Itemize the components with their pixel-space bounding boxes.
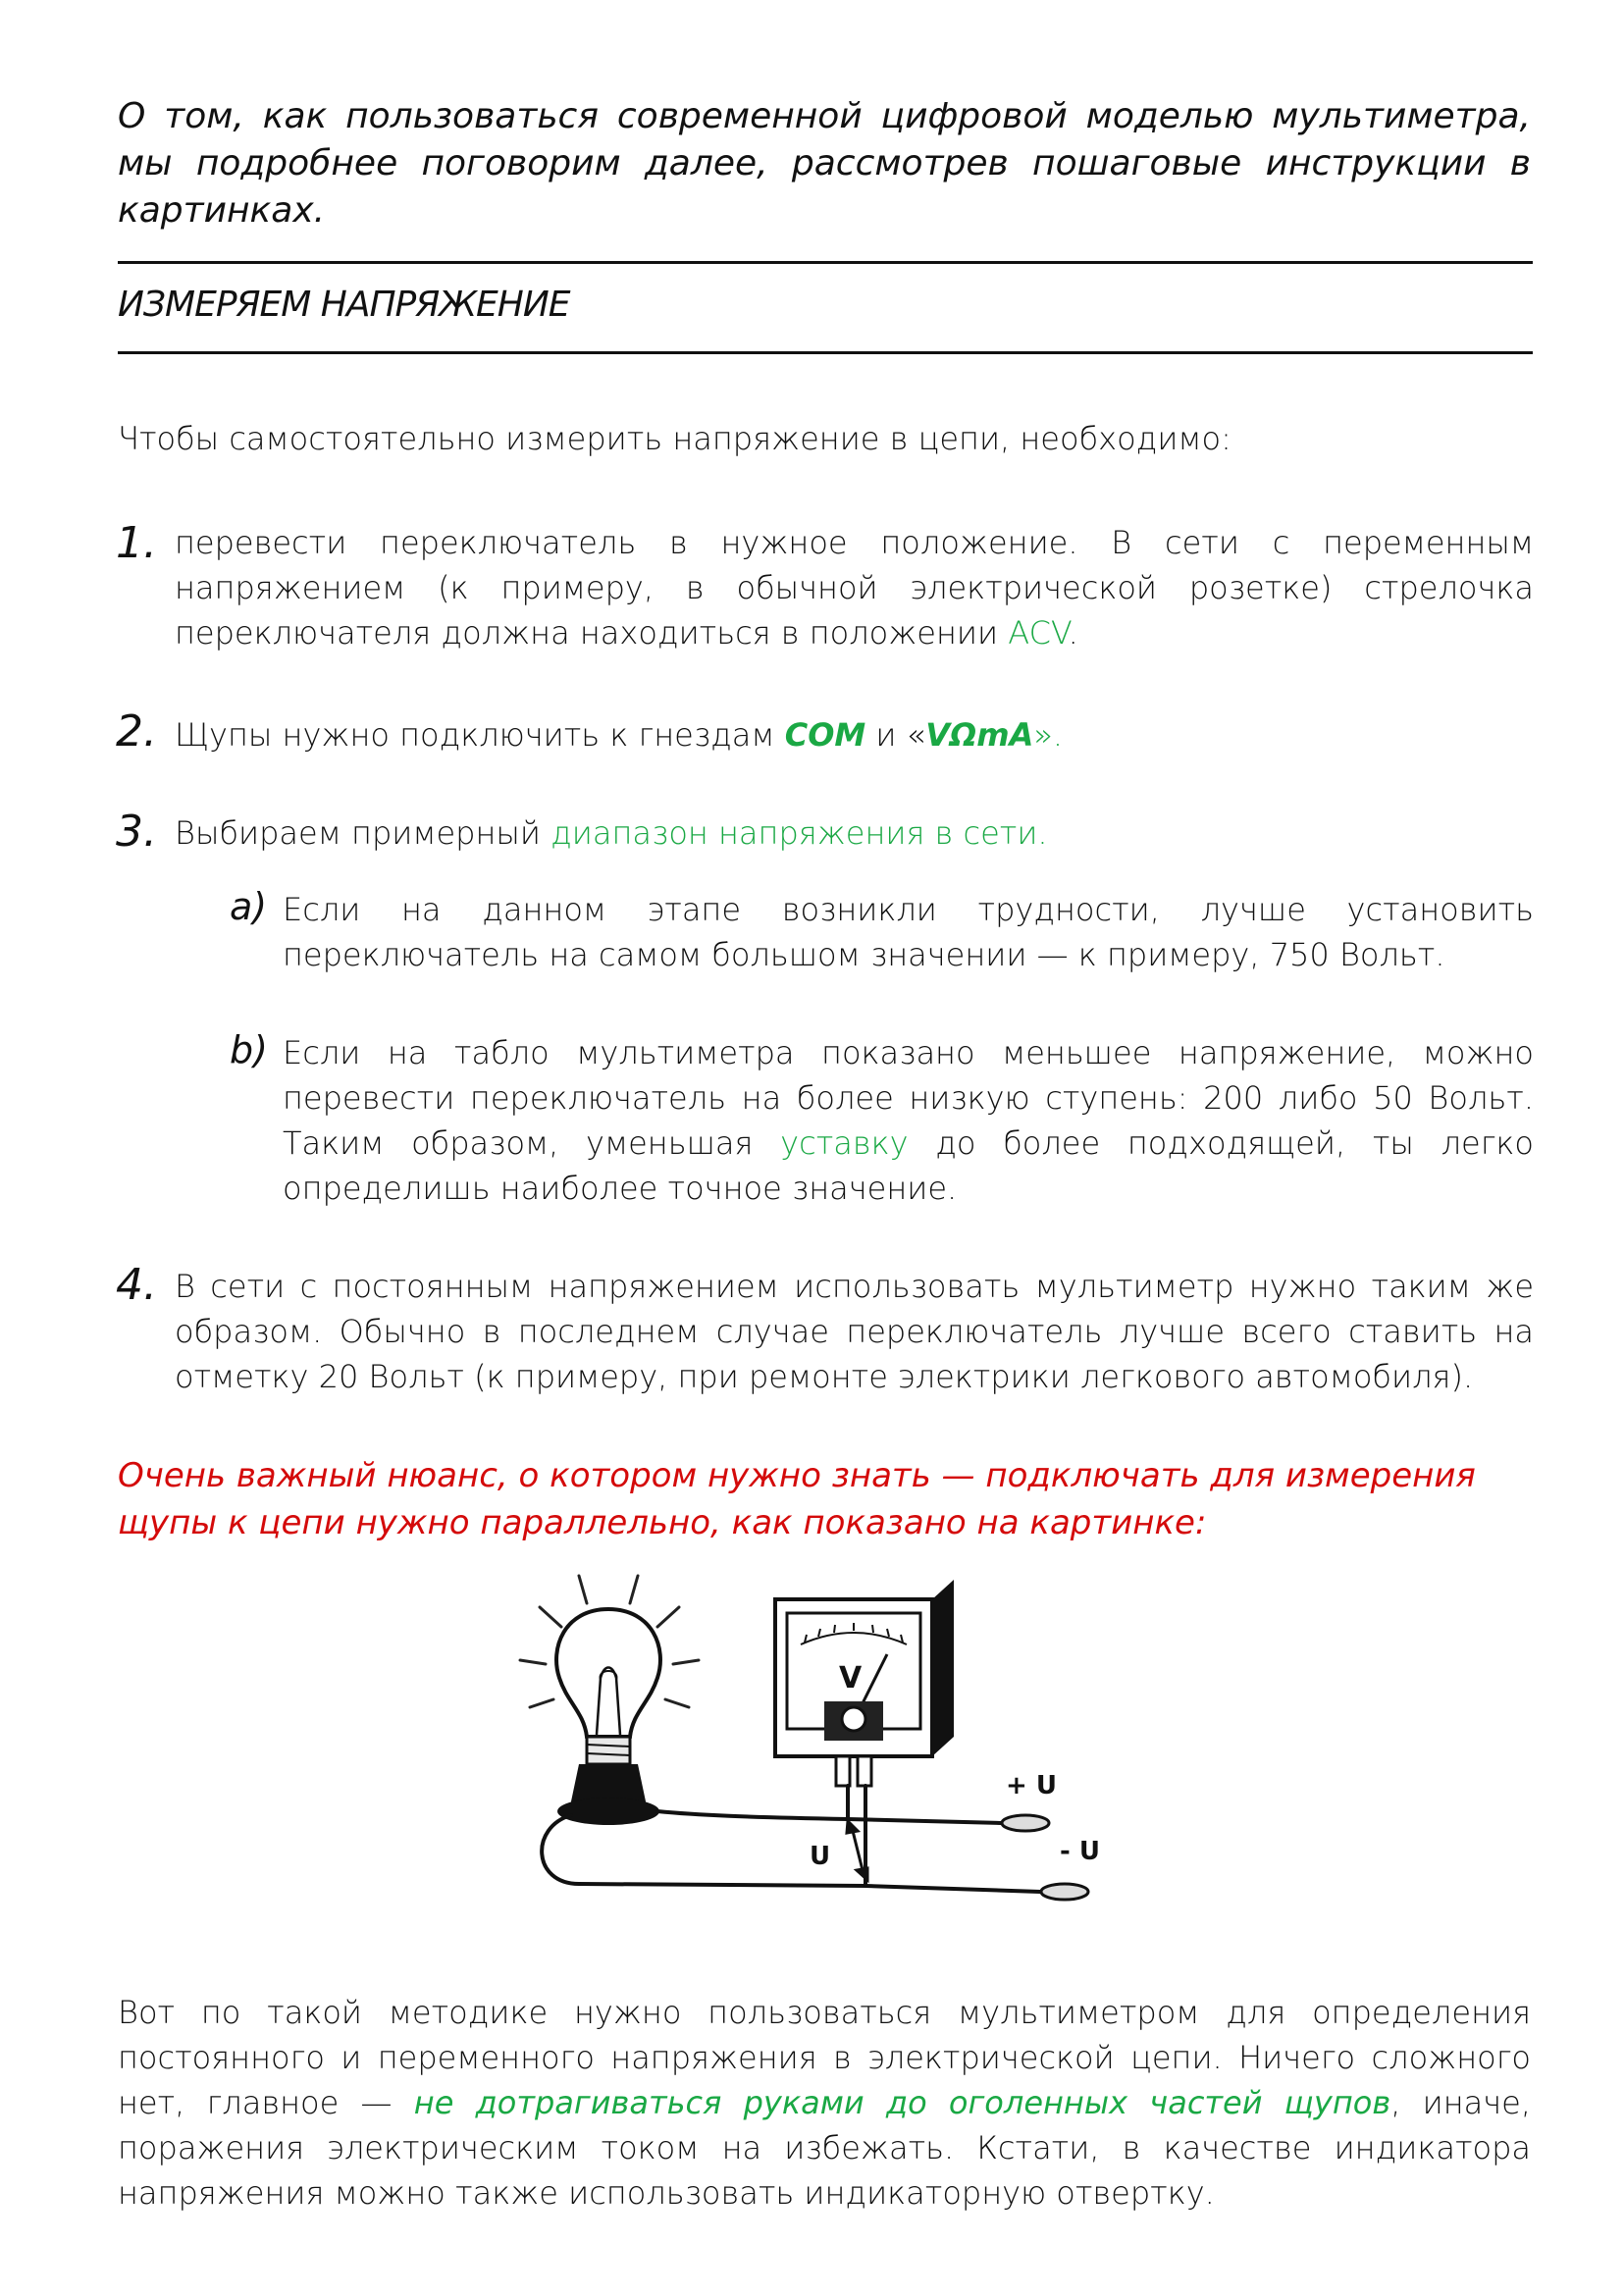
section-rule-bottom [118,351,1533,354]
acv-link[interactable]: ACV [1008,614,1069,652]
outro-tail: , иначе, поражения электрическим током на избежать. Кстати, в качестве индикатора напряжения можно также использовать индикаторную отвертку. [118,2084,1532,2212]
step-number: 2. [116,706,157,756]
substep-b-text [283,1030,1534,1211]
step-1-body: перевести переключатель в нужное положение. В сети с переменным напряжением (к примеру, в обычной электрической розетке) стрелочка переключателя должна находиться в положении [175,524,1534,652]
light-bulb [556,1609,660,1825]
minus-probe [1041,1884,1088,1900]
step-3-body: Выбираем примерный [175,814,551,852]
intro-paragraph: О том, как пользоваться современной цифровой моделью мультиметра, мы подробнее поговорим далее, рассмотрев пошаговые инструкции в картинках. [118,96,1531,231]
step-3-text [175,810,1534,856]
step-number: 4. [116,1260,157,1310]
step-1-end: . [1068,614,1078,652]
substep-b-tail: до более подходящей, ты легко определишь наиболее точное значение. [283,1124,1535,1207]
step-2-end: ». [1033,716,1064,754]
com-label: COM [784,716,866,754]
substep-a-text: Если на данном этапе возникли трудности, лучше установить переключатель на самом большом значении — к примеру, 750 Вольт. [283,891,1534,973]
step-number: 1. [116,518,157,568]
substep-letter: a) [230,885,268,928]
voltmeter [775,1580,954,1786]
lead-text: Чтобы самостоятельно измерить напряжение в цепи, необходимо: [118,420,1231,457]
substep-letter: b) [230,1028,268,1071]
safety-highlight: не дотрагиваться руками до оголенных частей щупов [413,2084,1391,2121]
step-2-text [175,712,1534,757]
section-title: ИЗМЕРЯЕМ НАПРЯЖЕНИЕ [118,285,570,325]
setpoint-link[interactable]: уставку [780,1124,909,1162]
u-label: U [810,1842,831,1871]
minus-u-label: - U [1060,1837,1100,1866]
substep-b-body: Если на табло мультиметра показано меньшее напряжение, можно перевести переключатель на более низкую ступень: 200 либо 50 Вольт. Таким образом, уменьшая [283,1034,1534,1162]
outro-body: Вот по такой методике нужно пользоваться мультиметром для определения постоянного и переменного напряжения в электрической цепи. Ничего сложного нет, главное — [118,1994,1531,2121]
step-4-text: В сети с постоянным напряжением использовать мультиметр нужно таким же образом. Обычно в последнем случае переключатель лучше всего ставить на отметку 20 Вольт (к примеру, при ремонте электрики легкового автомобиля). [175,1268,1534,1395]
vma-label: VΩmA [925,716,1034,754]
section-rule-top [118,261,1533,264]
meter-letter: V [839,1661,863,1695]
voltage-range-link[interactable]: диапазон напряжения в сети. [550,814,1048,852]
outro-paragraph [118,1990,1531,2216]
parallel-connection-illustration [510,1570,1138,1923]
step-number: 3. [116,807,157,857]
plus-probe [1002,1815,1049,1831]
step-1-text [175,520,1534,655]
step-2-body: Щупы нужно подключить к гнездам [175,716,785,754]
warning-note: Очень важный нюанс, о котором нужно знать — подключать для измерения щупы к цепи нужно параллельно, как показано на картинке: [118,1456,1476,1542]
plus-u-label: + U [1006,1771,1057,1800]
step-2-mid: и « [865,716,926,754]
